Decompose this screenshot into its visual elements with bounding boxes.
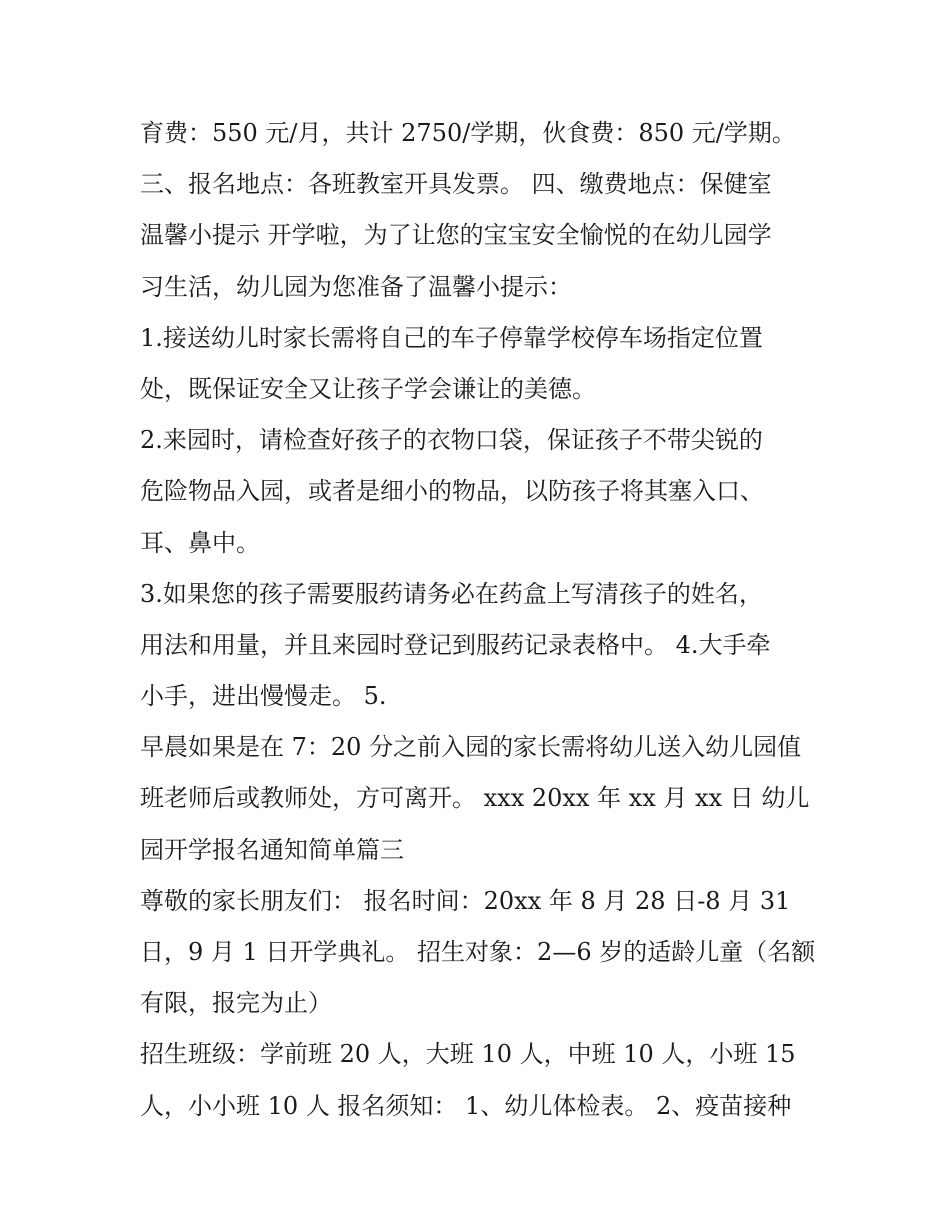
text-line: 三、报名地点：各班教室开具发票。 四、缴费地点：保健室	[140, 170, 772, 199]
text-line: 招生班级：学前班 20 人，大班 10 人，中班 10 人，小班 15	[140, 1040, 796, 1069]
text-line: 处，既保证安全又让孩子学会谦让的美德。	[140, 374, 596, 403]
text-line: 有限，报完为止）	[140, 989, 332, 1018]
text-line: 园开学报名通知简单篇三	[140, 835, 404, 864]
text-line: 小手，进出慢慢走。 5.	[140, 682, 387, 711]
text-line: 早晨如果是在 7：20 分之前入园的家长需将幼儿送入幼儿园值	[140, 733, 802, 762]
document-body	[140, 108, 830, 1132]
text-line: 耳、鼻中。	[140, 528, 260, 557]
text-line: 2.来园时，请检查好孩子的衣物口袋，保证孩子不带尖锐的	[140, 426, 763, 455]
text-line: 用法和用量，并且来园时登记到服药记录表格中。 4.大手牵	[140, 630, 771, 659]
text-line: 人，小小班 10 人 报名须知： 1、幼儿体检表。 2、疫苗接种	[140, 1091, 792, 1120]
text-line: 危险物品入园，或者是细小的物品，以防孩子将其塞入口、	[140, 477, 764, 506]
text-line: 1.接送幼儿时家长需将自己的车子停靠学校停车场指定位置	[140, 323, 763, 352]
text-line: 日，9 月 1 日开学典礼。 招生对象：2—6 岁的适龄儿童（名额	[140, 938, 816, 966]
text-line: 班老师后或教师处，方可离开。 xxx 20xx 年 xx 月 xx 日 幼儿	[140, 784, 810, 813]
text-line: 习生活，幼儿园为您准备了温馨小提示：	[140, 272, 572, 301]
text-line: 育费：550 元/月，共计 2750/学期，伙食费：850 元/学期。	[140, 119, 796, 147]
text-line: 3.如果您的孩子需要服药请务必在药盒上写清孩子的姓名，	[140, 579, 763, 608]
text-line: 温馨小提示 开学啦，为了让您的宝宝安全愉悦的在幼儿园学	[140, 221, 772, 250]
text-line: 尊敬的家长朋友们： 报名时间：20xx 年 8 月 28 日-8 月 31	[140, 886, 791, 915]
